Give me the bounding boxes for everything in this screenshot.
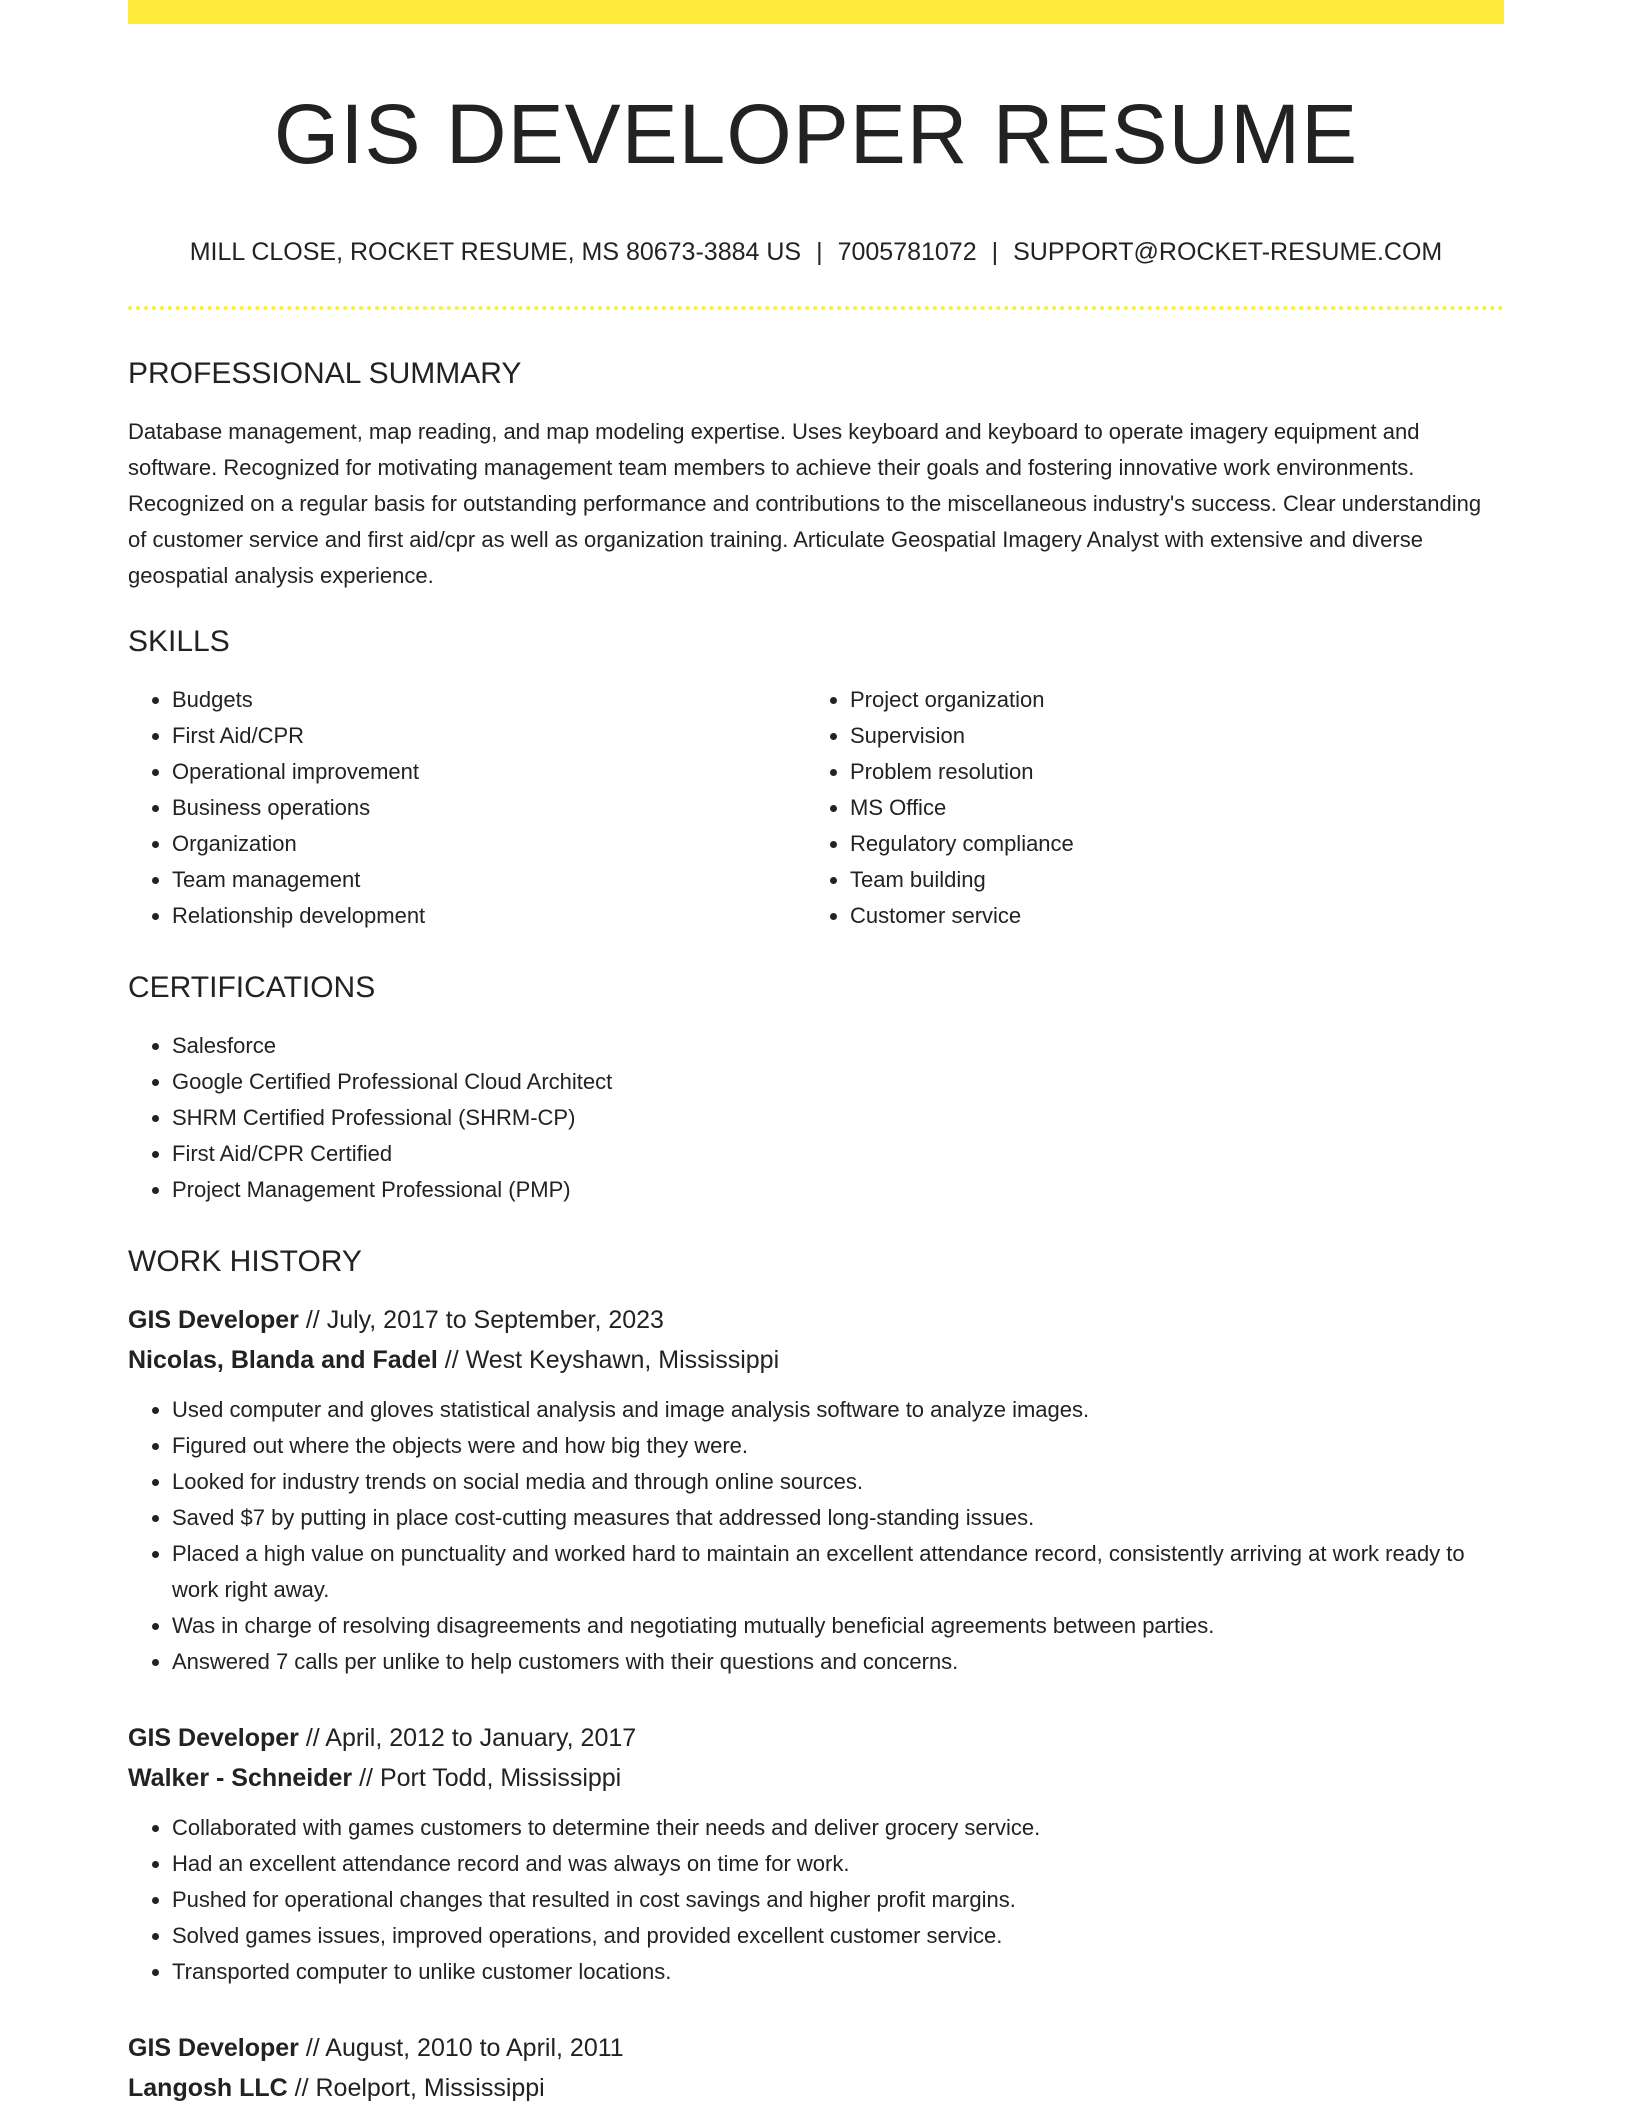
skills-column-right	[806, 682, 1484, 934]
summary-heading: PROFESSIONAL SUMMARY	[128, 357, 522, 390]
job-role: GIS Developer	[128, 1306, 299, 1334]
job-role: GIS Developer	[128, 2034, 299, 2062]
job-bullets	[128, 1392, 1504, 1680]
job-bullet: • Had an excellent attendance record and was always on time for work.	[172, 1846, 1504, 1882]
skills-grid	[128, 682, 1504, 934]
job-bullet: • Used computer and gloves statistical analysis and image analysis software to analyze images.	[172, 1392, 1504, 1428]
job-bullet: • Collaborated with games customers to determine their needs and deliver grocery service.	[172, 1810, 1504, 1846]
accent-top-bar	[128, 0, 1504, 24]
contact-separator: |	[991, 238, 999, 266]
job-bullet: • Answered 7 calls per unlike to help customers with their questions and concerns.	[172, 1644, 1504, 1680]
skill-item: • Team management	[172, 862, 806, 898]
certification-item: • Salesforce	[172, 1028, 1504, 1064]
job-dates: // April, 2012 to January, 2017	[298, 1724, 637, 1752]
skill-item: • Team building	[850, 862, 1484, 898]
job-company-line	[128, 1340, 1504, 1380]
certifications-list	[128, 1028, 1504, 1208]
contact-address: MILL CLOSE, ROCKET RESUME, MS 80673-3884 US	[189, 238, 802, 266]
job-entry	[128, 1300, 1504, 1680]
skill-item: • First Aid/CPR	[172, 718, 806, 754]
work-history-heading: WORK HISTORY	[128, 1245, 362, 1278]
skill-item: • Supervision	[850, 718, 1484, 754]
skill-item: • Organization	[172, 826, 806, 862]
job-title-line	[128, 1718, 1504, 1758]
job-company: Walker - Schneider	[128, 1764, 353, 1792]
skill-item: • Operational improvement	[172, 754, 806, 790]
job-company-line	[128, 2068, 1504, 2108]
skills-heading: SKILLS	[128, 625, 230, 658]
certifications-heading: CERTIFICATIONS	[128, 971, 376, 1004]
resume-page	[128, 0, 1504, 2108]
job-company-line	[128, 1758, 1504, 1798]
job-company: Langosh LLC	[128, 2074, 288, 2102]
certification-item: • Project Management Professional (PMP)	[172, 1172, 1504, 1208]
job-dates: // July, 2017 to September, 2023	[298, 1306, 664, 1334]
job-entry	[128, 1718, 1504, 1990]
job-role: GIS Developer	[128, 1724, 299, 1752]
skill-item: • Project organization	[850, 682, 1484, 718]
job-location: // West Keyshawn, Mississippi	[437, 1346, 780, 1374]
certification-item: • First Aid/CPR Certified	[172, 1136, 1504, 1172]
contact-email: SUPPORT@ROCKET-RESUME.COM	[1013, 238, 1443, 266]
skills-column-left	[128, 682, 806, 934]
job-location: // Roelport, Mississippi	[287, 2074, 545, 2102]
job-title-line	[128, 1300, 1504, 1340]
contact-line	[128, 236, 1504, 268]
skill-item: • Business operations	[172, 790, 806, 826]
summary-text: Database management, map reading, and map modeling expertise. Uses keyboard and keyboard to operate imagery equipment and software. Recognized for motivating management team members to achieve their goals and fostering innovative work environments. Recognized on a regular basis for outstanding performance and contributions to the miscellaneous industry's success. Clear understanding of customer service and first aid/cpr as well as organization training. Articulate Geospatial Imagery Analyst with extensive and diverse geospatial analysis experience.	[128, 419, 1482, 588]
job-bullet: • Figured out where the objects were and how big they were.	[172, 1428, 1504, 1464]
contact-separator: |	[816, 238, 823, 266]
job-bullets	[128, 1810, 1504, 1990]
job-entry	[128, 2028, 1504, 2108]
job-bullet: • Looked for industry trends on social media and through online sources.	[172, 1464, 1504, 1500]
job-bullet: • Transported computer to unlike customer locations.	[172, 1954, 1504, 1990]
dotted-divider	[128, 306, 1504, 310]
job-bullet: • Saved $7 by putting in place cost-cutting measures that addressed long-standing issues.	[172, 1500, 1504, 1536]
skill-item: • MS Office	[850, 790, 1484, 826]
skill-item: • Regulatory compliance	[850, 826, 1484, 862]
job-title-line	[128, 2028, 1504, 2068]
skill-item: • Problem resolution	[850, 754, 1484, 790]
skill-item: • Customer service	[850, 898, 1484, 934]
job-bullet: • Pushed for operational changes that resulted in cost savings and higher profit margins.	[172, 1882, 1504, 1918]
job-bullet: • Placed a high value on punctuality and worked hard to maintain an excellent attendance record, consistently arriving at work ready to work right away.	[172, 1536, 1504, 1608]
skill-item: • Relationship development	[172, 898, 806, 934]
certification-item: • Google Certified Professional Cloud Architect	[172, 1064, 1504, 1100]
certification-item: • SHRM Certified Professional (SHRM-CP)	[172, 1100, 1504, 1136]
job-location: // Port Todd, Mississippi	[352, 1764, 622, 1792]
contact-phone: 7005781072	[837, 238, 977, 266]
job-dates: // August, 2010 to April, 2011	[298, 2034, 624, 2062]
job-bullet: • Solved games issues, improved operations, and provided excellent customer service.	[172, 1918, 1504, 1954]
resume-title: GIS DEVELOPER RESUME	[273, 87, 1359, 181]
job-company: Nicolas, Blanda and Fadel	[128, 1346, 438, 1374]
job-bullet: • Was in charge of resolving disagreements and negotiating mutually beneficial agreements between parties.	[172, 1608, 1504, 1644]
skill-item: • Budgets	[172, 682, 806, 718]
